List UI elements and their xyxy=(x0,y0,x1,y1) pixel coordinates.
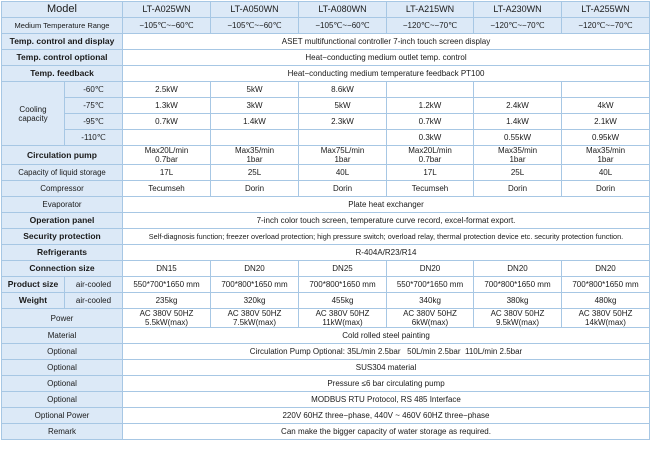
cell-value: 4kW xyxy=(562,98,650,114)
power-max: 11kW(max) xyxy=(322,318,363,327)
cell-value xyxy=(562,309,650,328)
cell-value: R-404A/R23/R14 xyxy=(123,245,650,261)
model-name: LT-A255WN xyxy=(562,2,650,18)
cell-value xyxy=(387,82,474,98)
cell-value: 5kW xyxy=(299,98,387,114)
cooling-temp: -95℃ xyxy=(65,114,123,130)
row-label: Evaporator xyxy=(2,197,123,213)
pump-flow: Max20L/min xyxy=(408,146,452,155)
cell-value: 1.3kW xyxy=(123,98,211,114)
row-label: Capacity of liquid storage xyxy=(2,165,123,181)
row-label: Temp. feedback xyxy=(2,66,123,82)
cell-value: 17L xyxy=(387,165,474,181)
cell-value xyxy=(211,130,299,146)
row-label: Optional xyxy=(2,360,123,376)
row-label: Medium Temperature Range xyxy=(2,18,123,34)
row-weight xyxy=(2,293,650,309)
cell-value: 1.4kW xyxy=(474,114,562,130)
row-label: Material xyxy=(2,328,123,344)
cell-value: −105℃~−60℃ xyxy=(211,18,299,34)
pump-flow: Max20L/min xyxy=(144,146,189,155)
row-sublabel: air-cooled xyxy=(65,293,123,309)
cell-value: 17L xyxy=(123,165,211,181)
cell-value: Plate heat exchanger xyxy=(123,197,650,213)
row-cooling-60 xyxy=(2,82,650,98)
row-cooling-95 xyxy=(2,114,650,130)
power-supply: AC 380V 50HZ xyxy=(403,309,457,318)
row-security-protection xyxy=(2,229,650,245)
row-label: Optional xyxy=(2,376,123,392)
cell-value: 235kg xyxy=(123,293,211,309)
cell-value: DN20 xyxy=(211,261,299,277)
power-supply: AC 380V 50HZ xyxy=(578,309,633,318)
model-name: LT-A215WN xyxy=(387,2,474,18)
cell-value: SUS304 material xyxy=(123,360,650,376)
row-label: Temp. control and display xyxy=(2,34,123,50)
cell-value: 380kg xyxy=(474,293,562,309)
row-label: Connection size xyxy=(2,261,123,277)
row-optional-protocol xyxy=(2,392,650,408)
cooling-temp: -110℃ xyxy=(65,130,123,146)
cell-value: 3kW xyxy=(211,98,299,114)
cell-value xyxy=(562,82,650,98)
cell-value xyxy=(211,146,299,165)
cell-value: 0.95kW xyxy=(562,130,650,146)
cell-value: 1.4kW xyxy=(211,114,299,130)
row-remark xyxy=(2,424,650,440)
spec-table xyxy=(1,1,650,440)
power-max: 7.5kW(max) xyxy=(232,318,277,327)
cell-value: 700*800*1650 mm xyxy=(474,277,562,293)
cell-value: DN15 xyxy=(123,261,211,277)
cell-value: Tecumseh xyxy=(387,181,474,197)
cooling-temp: -60℃ xyxy=(65,82,123,98)
power-supply: AC 380V 50HZ xyxy=(315,309,370,318)
cell-value: Dorin xyxy=(299,181,387,197)
row-temp-control-optional xyxy=(2,50,650,66)
cell-value: 2.4kW xyxy=(474,98,562,114)
cell-value xyxy=(387,146,474,165)
cell-value: 320kg xyxy=(211,293,299,309)
row-label: Product size xyxy=(2,277,65,293)
power-max: 6kW(max) xyxy=(411,318,449,327)
row-power xyxy=(2,309,650,328)
cell-value: 455kg xyxy=(299,293,387,309)
row-connection-size xyxy=(2,261,650,277)
pump-flow: Max35/min xyxy=(234,146,275,155)
cell-value: 40L xyxy=(299,165,387,181)
row-circulation-pump xyxy=(2,146,650,165)
pump-flow: Max35/min xyxy=(585,146,626,155)
row-optional-material xyxy=(2,360,650,376)
cell-value: 8.6kW xyxy=(299,82,387,98)
cell-value: Self-diagnosis function; freezer overload protection; high pressure switch; overload relay, thermal protection device etc. security protection function. xyxy=(123,229,650,245)
cell-value: 25L xyxy=(211,165,299,181)
cell-value: 0.3kW xyxy=(387,130,474,146)
row-cooling-110 xyxy=(2,130,650,146)
row-label: Operation panel xyxy=(2,213,123,229)
cell-value: 1.2kW xyxy=(387,98,474,114)
cell-value: 700*800*1650 mm xyxy=(299,277,387,293)
cell-value xyxy=(299,309,387,328)
cell-value: 220V 60HZ three−phase, 440V ~ 460V 60HZ three−phase xyxy=(123,408,650,424)
cell-value: 40L xyxy=(562,165,650,181)
pump-pressure: 1bar xyxy=(334,155,351,164)
row-optional-pressure xyxy=(2,376,650,392)
cell-value: Dorin xyxy=(562,181,650,197)
cell-value: −120℃~−70℃ xyxy=(562,18,650,34)
row-label: Optional xyxy=(2,392,123,408)
cell-value xyxy=(299,130,387,146)
model-name: LT-A050WN xyxy=(211,2,299,18)
model-name: LT-A230WN xyxy=(474,2,562,18)
pump-pressure: 1bar xyxy=(246,155,263,164)
row-medium-temperature xyxy=(2,18,650,34)
cell-value xyxy=(211,309,299,328)
cell-value: Can make the bigger capacity of water storage as required. xyxy=(123,424,650,440)
pump-pressure: 0.7bar xyxy=(418,155,442,164)
row-temp-feedback xyxy=(2,66,650,82)
pump-pressure: 1bar xyxy=(509,155,526,164)
cell-value: 550*700*1650 mm xyxy=(123,277,211,293)
cell-value: DN20 xyxy=(562,261,650,277)
cell-value: Heat−conducting medium temperature feedback PT100 xyxy=(123,66,650,82)
cell-value: 700*800*1650 mm xyxy=(211,277,299,293)
row-label: Compressor xyxy=(2,181,123,197)
cell-value xyxy=(474,309,562,328)
cell-value: 2.5kW xyxy=(123,82,211,98)
power-max: 9.5kW(max) xyxy=(495,318,540,327)
header-row xyxy=(2,2,650,18)
cell-value: 0.7kW xyxy=(123,114,211,130)
power-supply: AC 380V 50HZ xyxy=(139,309,194,318)
cell-value: DN20 xyxy=(474,261,562,277)
cell-value xyxy=(299,146,387,165)
row-temp-control xyxy=(2,34,650,50)
row-label: Circulation pump xyxy=(2,146,123,165)
row-sublabel: air-cooled xyxy=(65,277,123,293)
row-label: Temp. control optional xyxy=(2,50,123,66)
cooling-capacity-label xyxy=(2,82,65,146)
row-product-size xyxy=(2,277,650,293)
row-compressor xyxy=(2,181,650,197)
cell-value: 25L xyxy=(474,165,562,181)
cell-value: Dorin xyxy=(474,181,562,197)
cell-value xyxy=(474,82,562,98)
cell-value xyxy=(123,309,211,328)
cell-value: 340kg xyxy=(387,293,474,309)
cell-value: 550*700*1650 mm xyxy=(387,277,474,293)
cell-value xyxy=(562,146,650,165)
pump-flow: Max75L/min xyxy=(320,146,365,155)
row-optional-power xyxy=(2,408,650,424)
cell-value: 0.55kW xyxy=(474,130,562,146)
row-label: Optional Power xyxy=(2,408,123,424)
cell-value: DN20 xyxy=(387,261,474,277)
row-label: Remark xyxy=(2,424,123,440)
cell-value: 5kW xyxy=(211,82,299,98)
model-name: LT-A080WN xyxy=(299,2,387,18)
cell-value: −120℃~−70℃ xyxy=(474,18,562,34)
row-label: Weight xyxy=(2,293,65,309)
cell-value: DN25 xyxy=(299,261,387,277)
row-evaporator xyxy=(2,197,650,213)
row-cooling-75 xyxy=(2,98,650,114)
cell-value: Tecumseh xyxy=(123,181,211,197)
cell-value xyxy=(387,309,474,328)
pump-pressure: 1bar xyxy=(597,155,614,164)
cell-value: 2.1kW xyxy=(562,114,650,130)
cell-value: −105℃~−60℃ xyxy=(123,18,211,34)
cell-value: 480kg xyxy=(562,293,650,309)
cell-value: MODBUS RTU Protocol, RS 485 Interface xyxy=(123,392,650,408)
cell-value: Cold rolled steel painting xyxy=(123,328,650,344)
cell-value: 0.7kW xyxy=(387,114,474,130)
row-material xyxy=(2,328,650,344)
power-supply: AC 380V 50HZ xyxy=(227,309,282,318)
row-refrigerants xyxy=(2,245,650,261)
cell-value: −120℃~−70℃ xyxy=(387,18,474,34)
power-max: 14kW(max) xyxy=(585,318,626,327)
cell-value: Heat−conducting medium outlet temp. control xyxy=(123,50,650,66)
cooling-label-line1: Cooling xyxy=(19,104,47,114)
row-label: Security protection xyxy=(2,229,123,245)
cell-value: ASET multifunctional controller 7-inch touch screen display xyxy=(123,34,650,50)
row-label: Refrigerants xyxy=(2,245,123,261)
row-operation-panel xyxy=(2,213,650,229)
cell-value xyxy=(123,130,211,146)
cell-value: 700*800*1650 mm xyxy=(562,277,650,293)
cell-value xyxy=(474,146,562,165)
cell-value: −105℃~−60℃ xyxy=(299,18,387,34)
cell-value: 2.3kW xyxy=(299,114,387,130)
row-liquid-storage xyxy=(2,165,650,181)
cooling-temp: -75℃ xyxy=(65,98,123,114)
pump-flow: Max35/min xyxy=(497,146,538,155)
cell-value xyxy=(123,146,211,165)
cell-value: Pressure ≤6 bar circulating pump xyxy=(123,376,650,392)
pump-pressure: 0.7bar xyxy=(155,155,178,164)
cooling-label-line2: capacity xyxy=(18,113,48,123)
cell-value: Circulation Pump Optional: 35L/min 2.5bar 50L/min 2.5bar 110L/min 2.5bar xyxy=(123,344,650,360)
row-label: Power xyxy=(2,309,123,328)
model-header: Model xyxy=(2,2,123,18)
row-optional-pump xyxy=(2,344,650,360)
model-name: LT-A025WN xyxy=(123,2,211,18)
row-label: Optional xyxy=(2,344,123,360)
power-supply: AC 380V 50HZ xyxy=(490,309,545,318)
cell-value: 7-inch color touch screen, temperature curve record, excel-format export. xyxy=(123,213,650,229)
cell-value: Dorin xyxy=(211,181,299,197)
power-max: 5.5kW(max) xyxy=(144,318,189,327)
